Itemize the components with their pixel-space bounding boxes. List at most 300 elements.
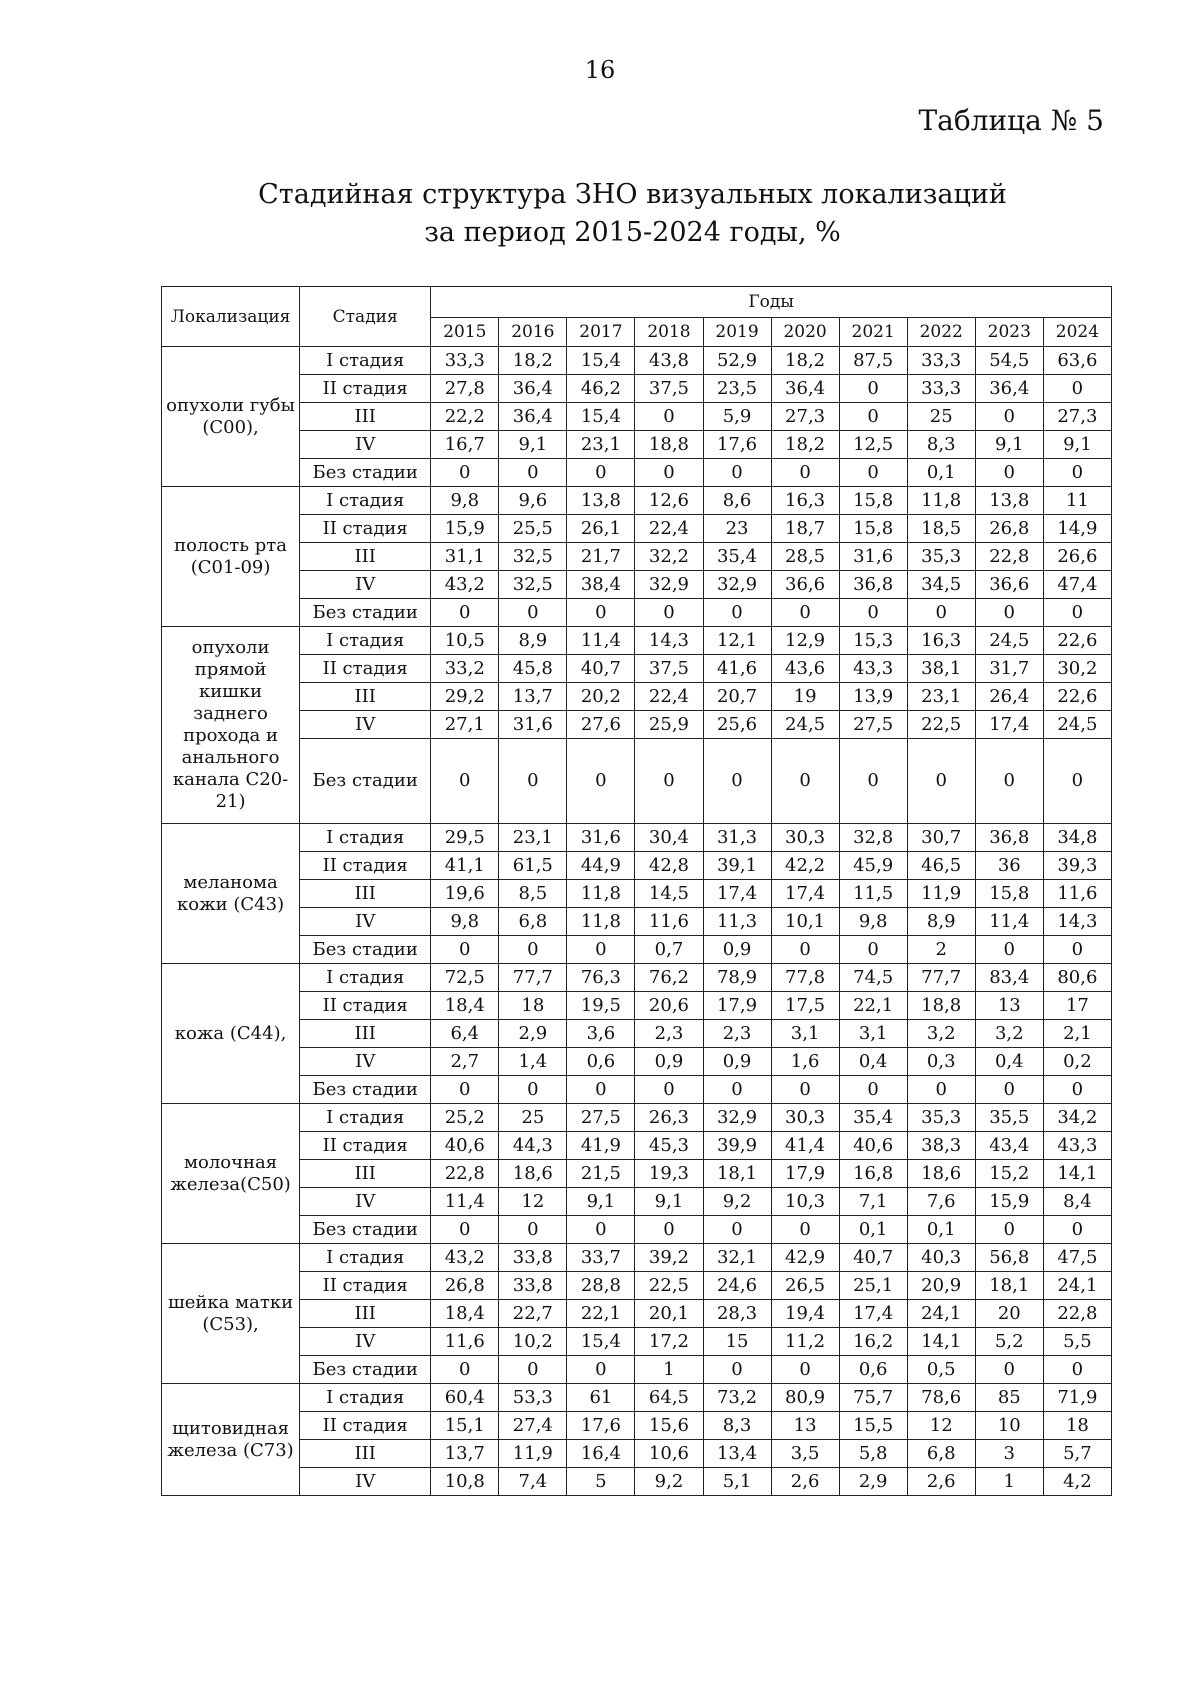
value-cell: 16,4 bbox=[567, 1440, 635, 1468]
stage-cell: Без стадии bbox=[300, 459, 431, 487]
value-cell: 27,5 bbox=[839, 711, 907, 739]
value-cell: 0 bbox=[431, 936, 499, 964]
value-cell: 15,6 bbox=[635, 1412, 703, 1440]
table-row bbox=[162, 711, 1112, 739]
value-cell: 12,1 bbox=[703, 627, 771, 655]
value-cell: 0 bbox=[975, 599, 1043, 627]
stage-cell: IV bbox=[300, 1468, 431, 1496]
value-cell: 13,7 bbox=[499, 683, 567, 711]
value-cell: 30,2 bbox=[1043, 655, 1111, 683]
table-row bbox=[162, 515, 1112, 543]
value-cell: 0,5 bbox=[907, 1356, 975, 1384]
value-cell: 17,5 bbox=[771, 992, 839, 1020]
value-cell: 39,3 bbox=[1043, 852, 1111, 880]
value-cell: 23,5 bbox=[703, 375, 771, 403]
value-cell: 0 bbox=[1043, 739, 1111, 824]
stage-cell: I стадия bbox=[300, 1104, 431, 1132]
value-cell: 43,8 bbox=[635, 347, 703, 375]
value-cell: 38,1 bbox=[907, 655, 975, 683]
value-cell: 18,5 bbox=[907, 515, 975, 543]
stage-cell: I стадия bbox=[300, 824, 431, 852]
value-cell: 74,5 bbox=[839, 964, 907, 992]
value-cell: 0 bbox=[907, 1076, 975, 1104]
value-cell: 16,3 bbox=[907, 627, 975, 655]
value-cell: 14,3 bbox=[1043, 908, 1111, 936]
value-cell: 0 bbox=[431, 1356, 499, 1384]
value-cell: 0 bbox=[635, 1216, 703, 1244]
value-cell: 0 bbox=[499, 936, 567, 964]
value-cell: 10,2 bbox=[499, 1328, 567, 1356]
table-row bbox=[162, 1440, 1112, 1468]
stage-cell: III bbox=[300, 403, 431, 431]
stage-cell: Без стадии bbox=[300, 1216, 431, 1244]
stage-cell: Без стадии bbox=[300, 739, 431, 824]
value-cell: 0 bbox=[635, 739, 703, 824]
value-cell: 14,3 bbox=[635, 627, 703, 655]
value-cell: 20,7 bbox=[703, 683, 771, 711]
value-cell: 14,9 bbox=[1043, 515, 1111, 543]
localization-cell: молочная железа(С50) bbox=[162, 1104, 300, 1244]
value-cell: 31,6 bbox=[567, 824, 635, 852]
value-cell: 13 bbox=[975, 992, 1043, 1020]
value-cell: 20,2 bbox=[567, 683, 635, 711]
value-cell: 0 bbox=[567, 459, 635, 487]
value-cell: 56,8 bbox=[975, 1244, 1043, 1272]
value-cell: 18,1 bbox=[703, 1160, 771, 1188]
value-cell: 36,6 bbox=[975, 571, 1043, 599]
stage-cell: I стадия bbox=[300, 964, 431, 992]
value-cell: 22,8 bbox=[975, 543, 1043, 571]
table-row bbox=[162, 543, 1112, 571]
value-cell: 42,2 bbox=[771, 852, 839, 880]
value-cell: 8,9 bbox=[907, 908, 975, 936]
value-cell: 15,8 bbox=[839, 487, 907, 515]
value-cell: 21,7 bbox=[567, 543, 635, 571]
stage-cell: I стадия bbox=[300, 487, 431, 515]
value-cell: 0 bbox=[1043, 599, 1111, 627]
value-cell: 0 bbox=[703, 599, 771, 627]
value-cell: 33,3 bbox=[431, 347, 499, 375]
value-cell: 5,9 bbox=[703, 403, 771, 431]
value-cell: 25,5 bbox=[499, 515, 567, 543]
value-cell: 0 bbox=[567, 739, 635, 824]
table-row bbox=[162, 1412, 1112, 1440]
value-cell: 0,9 bbox=[703, 1048, 771, 1076]
value-cell: 8,3 bbox=[703, 1412, 771, 1440]
value-cell: 77,7 bbox=[907, 964, 975, 992]
table-row bbox=[162, 1160, 1112, 1188]
value-cell: 26,8 bbox=[975, 515, 1043, 543]
value-cell: 64,5 bbox=[635, 1384, 703, 1412]
stage-cell: Без стадии bbox=[300, 936, 431, 964]
value-cell: 0 bbox=[839, 375, 907, 403]
table-row bbox=[162, 1328, 1112, 1356]
value-cell: 0 bbox=[703, 1216, 771, 1244]
stage-cell: III bbox=[300, 1300, 431, 1328]
value-cell: 11,8 bbox=[907, 487, 975, 515]
header-localization: Локализация bbox=[162, 287, 300, 347]
value-cell: 43,3 bbox=[1043, 1132, 1111, 1160]
value-cell: 0,3 bbox=[907, 1048, 975, 1076]
value-cell: 11,4 bbox=[975, 908, 1043, 936]
value-cell: 37,5 bbox=[635, 655, 703, 683]
value-cell: 0 bbox=[431, 739, 499, 824]
value-cell: 22,7 bbox=[499, 1300, 567, 1328]
value-cell: 47,4 bbox=[1043, 571, 1111, 599]
value-cell: 0,9 bbox=[635, 1048, 703, 1076]
value-cell: 40,6 bbox=[839, 1132, 907, 1160]
value-cell: 0 bbox=[1043, 459, 1111, 487]
value-cell: 27,1 bbox=[431, 711, 499, 739]
value-cell: 9,8 bbox=[431, 908, 499, 936]
value-cell: 19,6 bbox=[431, 880, 499, 908]
value-cell: 31,6 bbox=[499, 711, 567, 739]
value-cell: 11,9 bbox=[907, 880, 975, 908]
value-cell: 24,6 bbox=[703, 1272, 771, 1300]
value-cell: 0,6 bbox=[567, 1048, 635, 1076]
header-year: 2016 bbox=[499, 318, 567, 347]
table-row bbox=[162, 1048, 1112, 1076]
value-cell: 0,7 bbox=[635, 936, 703, 964]
value-cell: 83,4 bbox=[975, 964, 1043, 992]
value-cell: 0 bbox=[1043, 375, 1111, 403]
table-row bbox=[162, 1216, 1112, 1244]
value-cell: 13 bbox=[771, 1412, 839, 1440]
stage-cell: II стадия bbox=[300, 992, 431, 1020]
stage-cell: I стадия bbox=[300, 627, 431, 655]
value-cell: 18,2 bbox=[499, 347, 567, 375]
value-cell: 0 bbox=[635, 403, 703, 431]
value-cell: 39,2 bbox=[635, 1244, 703, 1272]
value-cell: 0 bbox=[431, 599, 499, 627]
value-cell: 18,4 bbox=[431, 1300, 499, 1328]
value-cell: 10,5 bbox=[431, 627, 499, 655]
header-year: 2023 bbox=[975, 318, 1043, 347]
value-cell: 30,7 bbox=[907, 824, 975, 852]
value-cell: 3,2 bbox=[907, 1020, 975, 1048]
value-cell: 37,5 bbox=[635, 375, 703, 403]
value-cell: 9,1 bbox=[1043, 431, 1111, 459]
header-year: 2022 bbox=[907, 318, 975, 347]
value-cell: 32,8 bbox=[839, 824, 907, 852]
value-cell: 2,9 bbox=[499, 1020, 567, 1048]
value-cell: 32,5 bbox=[499, 543, 567, 571]
value-cell: 2,7 bbox=[431, 1048, 499, 1076]
value-cell: 9,1 bbox=[499, 431, 567, 459]
value-cell: 0 bbox=[975, 739, 1043, 824]
value-cell: 43,4 bbox=[975, 1132, 1043, 1160]
value-cell: 11,5 bbox=[839, 880, 907, 908]
value-cell: 0 bbox=[499, 599, 567, 627]
table-row bbox=[162, 599, 1112, 627]
value-cell: 3,1 bbox=[839, 1020, 907, 1048]
value-cell: 33,8 bbox=[499, 1272, 567, 1300]
value-cell: 0 bbox=[771, 1216, 839, 1244]
value-cell: 6,8 bbox=[499, 908, 567, 936]
localization-cell: полость рта (С01-09) bbox=[162, 487, 300, 627]
value-cell: 36,8 bbox=[975, 824, 1043, 852]
localization-cell: опухоли губы (С00), bbox=[162, 347, 300, 487]
value-cell: 8,5 bbox=[499, 880, 567, 908]
table-row bbox=[162, 1384, 1112, 1412]
value-cell: 0,4 bbox=[839, 1048, 907, 1076]
value-cell: 76,3 bbox=[567, 964, 635, 992]
stage-cell: II стадия bbox=[300, 375, 431, 403]
value-cell: 4,2 bbox=[1043, 1468, 1111, 1496]
value-cell: 15,2 bbox=[975, 1160, 1043, 1188]
value-cell: 0,9 bbox=[703, 936, 771, 964]
localization-cell: кожа (С44), bbox=[162, 964, 300, 1104]
value-cell: 25,6 bbox=[703, 711, 771, 739]
value-cell: 2,1 bbox=[1043, 1020, 1111, 1048]
value-cell: 22,8 bbox=[431, 1160, 499, 1188]
value-cell: 27,6 bbox=[567, 711, 635, 739]
value-cell: 39,9 bbox=[703, 1132, 771, 1160]
value-cell: 0 bbox=[703, 1076, 771, 1104]
value-cell: 1,4 bbox=[499, 1048, 567, 1076]
value-cell: 36 bbox=[975, 852, 1043, 880]
value-cell: 41,1 bbox=[431, 852, 499, 880]
table-row bbox=[162, 739, 1112, 824]
value-cell: 46,5 bbox=[907, 852, 975, 880]
value-cell: 36,6 bbox=[771, 571, 839, 599]
value-cell: 36,4 bbox=[499, 375, 567, 403]
value-cell: 77,8 bbox=[771, 964, 839, 992]
value-cell: 11,2 bbox=[771, 1328, 839, 1356]
value-cell: 18,7 bbox=[771, 515, 839, 543]
value-cell: 0 bbox=[975, 936, 1043, 964]
value-cell: 22,4 bbox=[635, 515, 703, 543]
value-cell: 18,2 bbox=[771, 431, 839, 459]
value-cell: 29,2 bbox=[431, 683, 499, 711]
value-cell: 0 bbox=[499, 1216, 567, 1244]
value-cell: 38,4 bbox=[567, 571, 635, 599]
value-cell: 16,3 bbox=[771, 487, 839, 515]
value-cell: 40,6 bbox=[431, 1132, 499, 1160]
value-cell: 34,5 bbox=[907, 571, 975, 599]
localization-cell: щитовидная железа (С73) bbox=[162, 1384, 300, 1496]
value-cell: 54,5 bbox=[975, 347, 1043, 375]
value-cell: 14,1 bbox=[1043, 1160, 1111, 1188]
value-cell: 33,3 bbox=[907, 375, 975, 403]
stage-cell: II стадия bbox=[300, 1132, 431, 1160]
value-cell: 0 bbox=[499, 459, 567, 487]
table-row bbox=[162, 852, 1112, 880]
header-year: 2018 bbox=[635, 318, 703, 347]
value-cell: 24,5 bbox=[1043, 711, 1111, 739]
title-line-1: Стадийная структура ЗНО визуальных локализаций bbox=[258, 179, 1007, 210]
value-cell: 1 bbox=[975, 1468, 1043, 1496]
value-cell: 77,7 bbox=[499, 964, 567, 992]
table-row bbox=[162, 964, 1112, 992]
value-cell: 52,9 bbox=[703, 347, 771, 375]
value-cell: 0 bbox=[907, 739, 975, 824]
stage-cell: I стадия bbox=[300, 347, 431, 375]
localization-cell: опухоли прямой кишки заднего прохода и анального канала С20-21) bbox=[162, 627, 300, 824]
value-cell: 80,6 bbox=[1043, 964, 1111, 992]
value-cell: 22,4 bbox=[635, 683, 703, 711]
header-stage: Стадия bbox=[300, 287, 431, 347]
value-cell: 25 bbox=[907, 403, 975, 431]
value-cell: 6,8 bbox=[907, 1440, 975, 1468]
value-cell: 28,8 bbox=[567, 1272, 635, 1300]
value-cell: 25,2 bbox=[431, 1104, 499, 1132]
stage-cell: III bbox=[300, 543, 431, 571]
value-cell: 2,6 bbox=[771, 1468, 839, 1496]
value-cell: 0 bbox=[1043, 1216, 1111, 1244]
value-cell: 36,8 bbox=[839, 571, 907, 599]
value-cell: 46,2 bbox=[567, 375, 635, 403]
table-label: Таблица № 5 bbox=[918, 104, 1104, 137]
value-cell: 9,6 bbox=[499, 487, 567, 515]
value-cell: 34,2 bbox=[1043, 1104, 1111, 1132]
stage-cell: Без стадии bbox=[300, 1356, 431, 1384]
value-cell: 85 bbox=[975, 1384, 1043, 1412]
value-cell: 0 bbox=[839, 403, 907, 431]
title-line-2: за период 2015-2024 годы, % bbox=[424, 217, 841, 248]
value-cell: 36,4 bbox=[771, 375, 839, 403]
value-cell: 35,3 bbox=[907, 1104, 975, 1132]
value-cell: 26,5 bbox=[771, 1272, 839, 1300]
value-cell: 23,1 bbox=[907, 683, 975, 711]
value-cell: 35,4 bbox=[839, 1104, 907, 1132]
value-cell: 40,3 bbox=[907, 1244, 975, 1272]
value-cell: 18,6 bbox=[907, 1160, 975, 1188]
value-cell: 9,1 bbox=[635, 1188, 703, 1216]
value-cell: 0 bbox=[1043, 1076, 1111, 1104]
value-cell: 31,1 bbox=[431, 543, 499, 571]
value-cell: 26,8 bbox=[431, 1272, 499, 1300]
value-cell: 10,8 bbox=[431, 1468, 499, 1496]
value-cell: 27,4 bbox=[499, 1412, 567, 1440]
value-cell: 13,8 bbox=[567, 487, 635, 515]
value-cell: 9,2 bbox=[703, 1188, 771, 1216]
stage-cell: I стадия bbox=[300, 1384, 431, 1412]
value-cell: 23 bbox=[703, 515, 771, 543]
stage-cell: Без стадии bbox=[300, 1076, 431, 1104]
value-cell: 18,2 bbox=[771, 347, 839, 375]
value-cell: 0 bbox=[975, 459, 1043, 487]
value-cell: 32,9 bbox=[703, 1104, 771, 1132]
stage-cell: III bbox=[300, 880, 431, 908]
value-cell: 13,9 bbox=[839, 683, 907, 711]
value-cell: 5,1 bbox=[703, 1468, 771, 1496]
value-cell: 28,3 bbox=[703, 1300, 771, 1328]
value-cell: 25,9 bbox=[635, 711, 703, 739]
localization-cell: меланома кожи (С43) bbox=[162, 824, 300, 964]
value-cell: 0 bbox=[431, 1076, 499, 1104]
value-cell: 24,1 bbox=[907, 1300, 975, 1328]
table-row bbox=[162, 1076, 1112, 1104]
value-cell: 53,3 bbox=[499, 1384, 567, 1412]
table-row bbox=[162, 571, 1112, 599]
value-cell: 27,5 bbox=[567, 1104, 635, 1132]
value-cell: 0 bbox=[635, 1076, 703, 1104]
value-cell: 87,5 bbox=[839, 347, 907, 375]
value-cell: 15,4 bbox=[567, 403, 635, 431]
table-row bbox=[162, 431, 1112, 459]
value-cell: 15,9 bbox=[431, 515, 499, 543]
value-cell: 1 bbox=[635, 1356, 703, 1384]
value-cell: 8,9 bbox=[499, 627, 567, 655]
stage-cell: IV bbox=[300, 431, 431, 459]
stage-cell: II стадия bbox=[300, 655, 431, 683]
value-cell: 22,6 bbox=[1043, 627, 1111, 655]
table-row bbox=[162, 459, 1112, 487]
value-cell: 35,5 bbox=[975, 1104, 1043, 1132]
value-cell: 18,1 bbox=[975, 1272, 1043, 1300]
table-body bbox=[162, 347, 1112, 1496]
stage-cell: II стадия bbox=[300, 515, 431, 543]
value-cell: 9,1 bbox=[975, 431, 1043, 459]
value-cell: 7,1 bbox=[839, 1188, 907, 1216]
table-row bbox=[162, 375, 1112, 403]
value-cell: 17 bbox=[1043, 992, 1111, 1020]
value-cell: 33,8 bbox=[499, 1244, 567, 1272]
localization-cell: шейка матки (С53), bbox=[162, 1244, 300, 1384]
stage-cell: Без стадии bbox=[300, 599, 431, 627]
value-cell: 42,8 bbox=[635, 852, 703, 880]
value-cell: 17,9 bbox=[703, 992, 771, 1020]
table-row bbox=[162, 627, 1112, 655]
value-cell: 0 bbox=[771, 599, 839, 627]
value-cell: 23,1 bbox=[567, 431, 635, 459]
value-cell: 40,7 bbox=[839, 1244, 907, 1272]
header-year: 2020 bbox=[771, 318, 839, 347]
value-cell: 33,3 bbox=[907, 347, 975, 375]
value-cell: 18,8 bbox=[907, 992, 975, 1020]
value-cell: 18 bbox=[1043, 1412, 1111, 1440]
table-row bbox=[162, 1244, 1112, 1272]
value-cell: 61,5 bbox=[499, 852, 567, 880]
value-cell: 10,3 bbox=[771, 1188, 839, 1216]
value-cell: 0 bbox=[1043, 1356, 1111, 1384]
value-cell: 0 bbox=[771, 936, 839, 964]
value-cell: 17,6 bbox=[567, 1412, 635, 1440]
stage-cell: IV bbox=[300, 1328, 431, 1356]
value-cell: 5,5 bbox=[1043, 1328, 1111, 1356]
stage-cell: III bbox=[300, 1020, 431, 1048]
value-cell: 11,6 bbox=[635, 908, 703, 936]
value-cell: 33,7 bbox=[567, 1244, 635, 1272]
value-cell: 5,7 bbox=[1043, 1440, 1111, 1468]
value-cell: 5 bbox=[567, 1468, 635, 1496]
value-cell: 12 bbox=[499, 1188, 567, 1216]
page-number: 16 bbox=[584, 56, 616, 84]
value-cell: 33,2 bbox=[431, 655, 499, 683]
value-cell: 15 bbox=[703, 1328, 771, 1356]
value-cell: 11,6 bbox=[431, 1328, 499, 1356]
header-year: 2021 bbox=[839, 318, 907, 347]
value-cell: 11,4 bbox=[567, 627, 635, 655]
value-cell: 0 bbox=[431, 459, 499, 487]
value-cell: 41,4 bbox=[771, 1132, 839, 1160]
value-cell: 12,5 bbox=[839, 431, 907, 459]
value-cell: 78,9 bbox=[703, 964, 771, 992]
table-row bbox=[162, 992, 1112, 1020]
header-year: 2019 bbox=[703, 318, 771, 347]
value-cell: 0 bbox=[567, 1356, 635, 1384]
value-cell: 11,3 bbox=[703, 908, 771, 936]
value-cell: 0 bbox=[839, 599, 907, 627]
value-cell: 0 bbox=[839, 1076, 907, 1104]
value-cell: 0 bbox=[499, 739, 567, 824]
value-cell: 32,2 bbox=[635, 543, 703, 571]
table-row bbox=[162, 1020, 1112, 1048]
value-cell: 20,6 bbox=[635, 992, 703, 1020]
value-cell: 15,5 bbox=[839, 1412, 907, 1440]
value-cell: 0 bbox=[839, 936, 907, 964]
